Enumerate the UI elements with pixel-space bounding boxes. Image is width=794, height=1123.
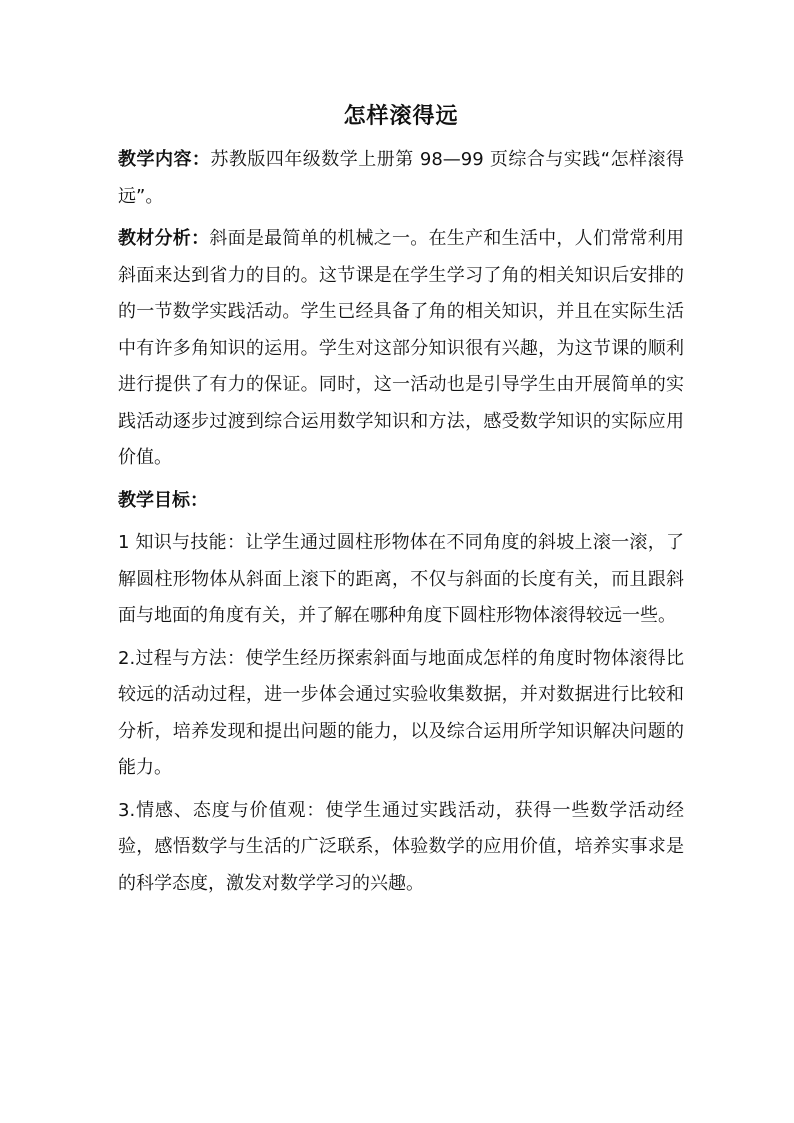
teaching-content-label: 教学内容：: [118, 149, 211, 170]
document-page: [118, 96, 684, 908]
teaching-goals-heading: 教学目标：: [118, 489, 208, 511]
document-title: 怎样滚得远: [343, 103, 459, 129]
goal-emotion-attitude: 3.情感、态度与价值观：使学生通过实践活动，获得一些数学活动经验，感悟数学与生活的广泛联系，体验数学的应用价值，培养实事求是的科学态度，激发对数学学习的兴趣。: [118, 799, 684, 894]
teaching-content-paragraph: [118, 142, 684, 215]
material-analysis-paragraph: [118, 221, 684, 477]
teaching-content-text: 苏教版四年级数学上册第 98—99 页综合与实践“怎样滚得远”。: [118, 149, 685, 207]
goal-knowledge-skills: 1 知识与技能：让学生通过圆柱形物体在不同角度的斜坡上滚一滚，了解圆柱形物体从斜面上滚下的距离，不仅与斜面的长度有关，而且跟斜面与地面的角度有关，并了解在哪种角度下圆柱形物体滚得较远一些。: [118, 532, 684, 626]
goal-process-method: 2.过程与方法：使学生经历探索斜面与地面成怎样的角度时物体滚得比较远的活动过程，进一步体会通过实验收集数据，并对数据进行比较和分析，培养发现和提出问题的能力，以及综合运用所学知识解决问题的能力。: [118, 647, 684, 778]
material-analysis-text: 斜面是最简单的机械之一。在生产和生活中，人们常常利用斜面来达到省力的目的。这节课是在学生学习了角的相关知识后安排的的一节数学实践活动。学生已经具备了角的相关知识，并且在实际生活中有许多角知识的运用。学生对这部分知识很有兴趣，为这节课的顺利进行提供了有力的保证。同时，这一活动也是引导学生由开展简单的实践活动逐步过渡到综合运用数学知识和方法，感受数学知识的实际应用价值。: [118, 228, 685, 468]
material-analysis-label: 教材分析：: [118, 228, 210, 249]
